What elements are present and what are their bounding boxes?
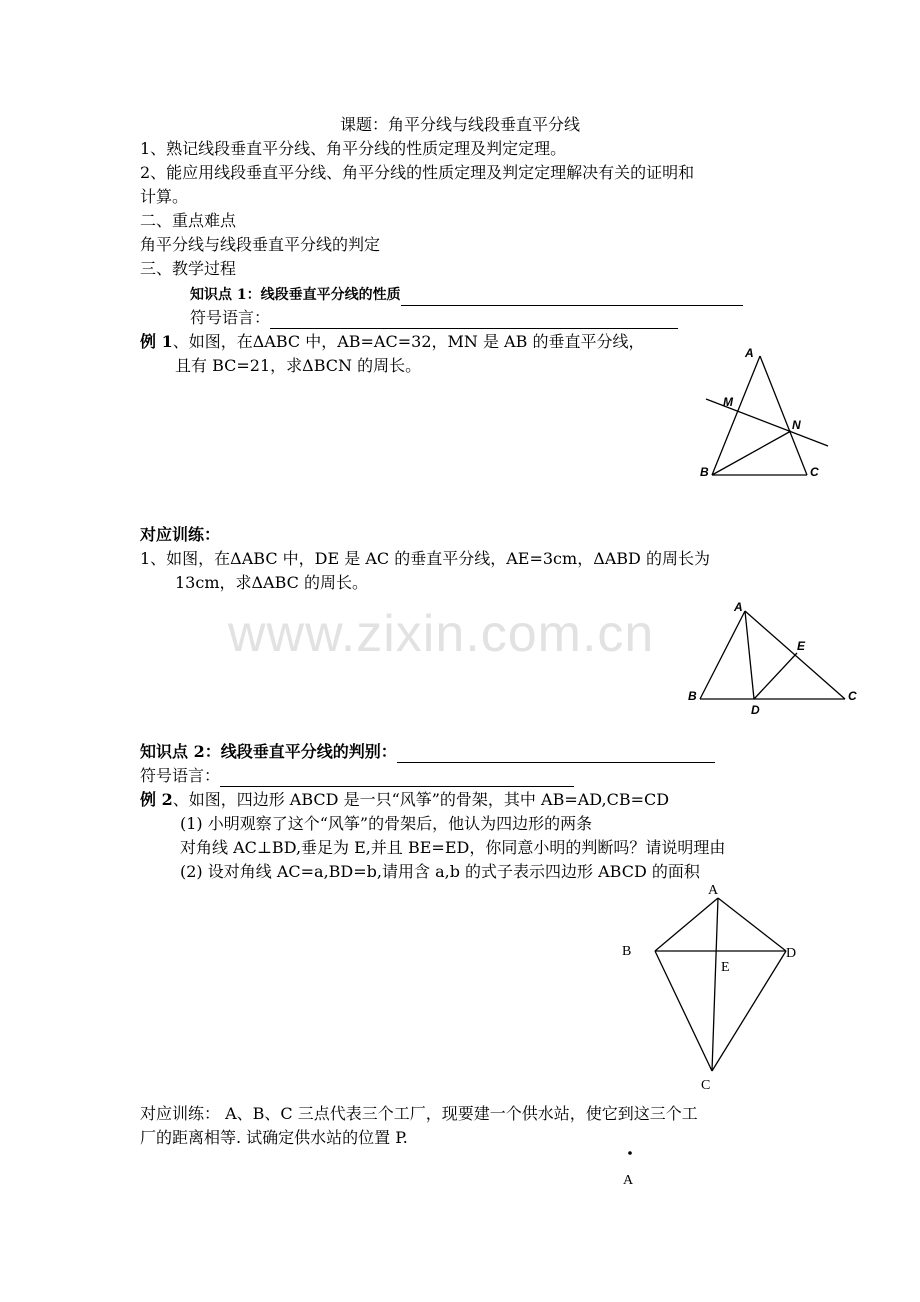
fig3-side-ad	[718, 898, 786, 951]
fig1-label-a: A	[745, 346, 754, 360]
fig4-label-a: A	[623, 1173, 634, 1188]
kp2-blank[interactable]	[397, 745, 715, 763]
watermark: www.zixin.com.cn	[228, 605, 655, 663]
fig3-label-a: A	[708, 883, 719, 898]
fig3-side-ab	[655, 898, 718, 951]
section2-content: 角平分线与线段垂直平分线的判定	[140, 235, 381, 254]
fig2-label-c: C	[848, 689, 857, 703]
example2-line1	[140, 789, 669, 811]
example1-line2: 且有 BC=21，求ΔBCN 的周长。	[175, 356, 422, 375]
example2-text1: 、如图，四边形 ABCD 是一只“风筝”的骨架，其中 AB=AD,CB=CD	[172, 790, 670, 809]
section3-heading: 三、教学过程	[140, 259, 237, 278]
example2-q1-line2: 对角线 AC⊥BD,垂足为 E,并且 BE=ED，你同意小明的判断吗？请说明理由	[180, 838, 726, 857]
kp1-symbol	[190, 307, 678, 329]
fig1-label-n: N	[792, 418, 801, 432]
practice1-heading: 对应训练：	[140, 525, 221, 544]
practice1-line2: 13cm，求ΔABC 的周长。	[175, 573, 368, 592]
fig3-label-b: B	[622, 944, 632, 959]
kp2-symbol-blank[interactable]	[220, 769, 574, 787]
kp1-label-text: 知识点 1：线段垂直平分线的性质	[190, 287, 401, 303]
goal-1: 1、熟记线段垂直平分线、角平分线的性质定理及判定定理。	[140, 139, 567, 158]
practice2-line1: 对应训练： A、B、C 三点代表三个工厂，现要建一个供水站，使它到这三个工	[140, 1104, 698, 1123]
fig2-label-a: A	[734, 600, 743, 614]
fig1-segment-bn	[712, 431, 791, 475]
fig2-label-e: E	[797, 639, 806, 653]
fig1-label-m: M	[723, 395, 733, 409]
example2-q1-line1: (1) 小明观察了这个“风筝”的骨架后，他认为四边形的两条	[180, 814, 593, 833]
fig3-diagonal-ac	[712, 898, 718, 1071]
fig3-label-d: D	[786, 946, 797, 961]
fig1-label-b: B	[700, 465, 709, 479]
fig2-label-b: B	[688, 689, 697, 703]
kp2-label	[140, 741, 715, 763]
fig3-label-e: E	[721, 960, 730, 975]
fig3-side-bc	[655, 951, 712, 1071]
example1-text1: 、如图，在ΔABC 中，AB=AC=32，MN 是 AB 的垂直平分线，	[172, 332, 645, 351]
fig2-side-ac	[745, 611, 845, 699]
example1-label: 例 1	[140, 332, 173, 351]
kp1-symbol-blank[interactable]	[270, 311, 678, 329]
fig2-side-ab	[700, 611, 745, 699]
fig2-label-d: D	[751, 703, 760, 717]
kp2-symbol-label: 符号语言：	[140, 766, 221, 785]
goal-2-cont: 计算。	[140, 187, 189, 206]
kp1-label	[190, 284, 743, 306]
fig2-segment-de	[754, 653, 797, 699]
fig4-point-a	[628, 1151, 632, 1155]
fig1-line-mn	[706, 399, 828, 446]
page-title: 课题：角平分线与线段垂直平分线	[339, 115, 580, 134]
kp1-blank[interactable]	[401, 288, 743, 306]
example2-label: 例 2	[140, 790, 173, 809]
fig2-segment-ad	[745, 611, 754, 699]
fig1-label-c: C	[810, 465, 819, 479]
goal-2: 2、能应用线段垂直平分线、角平分线的性质定理及判定定理解决有关的证明和	[140, 163, 695, 182]
fig1-side-ac	[760, 356, 807, 475]
kp1-symbol-label: 符号语言：	[190, 308, 271, 327]
practice2-line2: 厂的距离相等. 试确定供水站的位置 P.	[140, 1128, 408, 1147]
fig3-label-c: C	[701, 1078, 711, 1093]
example1-line1	[140, 331, 644, 353]
practice1-line1: 1、如图，在ΔABC 中，DE 是 AC 的垂直平分线，AE=3cm，ΔABD 的周长为	[140, 549, 710, 568]
fig1-side-ab	[712, 356, 760, 475]
fig3-side-dc	[712, 951, 786, 1071]
kp2-symbol	[140, 765, 574, 787]
example2-q2: (2) 设对角线 AC=a,BD=b,请用含 a,b 的式子表示四边形 ABCD 的面积	[180, 862, 700, 881]
kp2-label-text: 知识点 2：线段垂直平分线的判别：	[140, 742, 397, 761]
section2-heading: 二、重点难点	[140, 211, 237, 230]
